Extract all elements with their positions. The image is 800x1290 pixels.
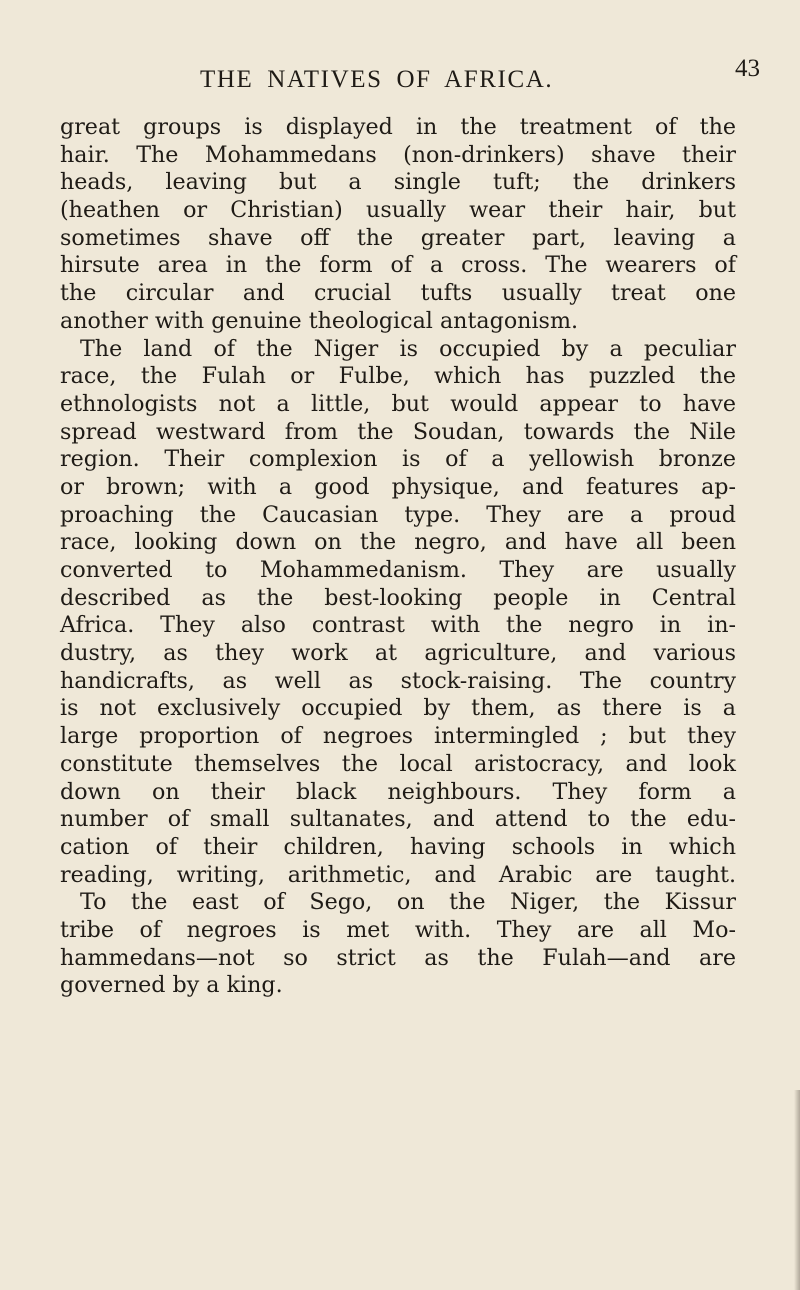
text-line: number of small sultanates, and attend to the edu- [60,806,736,833]
text-line: constitute themselves the local aristocracy, and look [60,750,736,777]
text-line: hirsute area in the form of a cross. The wearers of [60,252,736,279]
text-line: (heathen or Christian) usually wear their hair, but [60,197,736,224]
body-text [60,114,736,1000]
text-line: down on their black neighbours. They form a [60,778,736,805]
paragraph-start-line: The land of the Niger is occupied by a peculiar [80,335,736,362]
text-line: dustry, as they work at agriculture, and various [60,640,736,667]
text-line: described as the best-looking people in Central [60,584,736,611]
text-line: great groups is displayed in the treatment of the [60,114,736,140]
text-line: ethnologists not a little, but would appear to have [60,390,736,417]
text-line: proaching the Caucasian type. They are a proud [60,501,736,528]
paragraph-start-line: To the east of Sego, on the Niger, the Kissur [80,889,736,916]
text-line: another with genuine theological antagonism. [60,307,579,334]
text-line: governed by a king. [60,972,283,999]
text-line: the circular and crucial tufts usually treat one [60,280,736,307]
text-line: race, looking down on the negro, and have all been [60,529,736,556]
text-line: Africa. They also contrast with the negro in in- [60,612,736,639]
text-line: heads, leaving but a single tuft; the drinkers [60,169,736,196]
text-line: converted to Mohammedanism. They are usually [60,557,736,583]
text-line: hair. The Mohammedans (non-drinkers) shave their [60,141,736,168]
running-head: THE NATIVES OF AFRICA. [200,66,554,93]
text-line: handicrafts, as well as stock-raising. The country [60,667,736,694]
text-line: or brown; with a good physique, and features ap- [60,473,736,500]
text-line: large proportion of negroes intermingled ; but they [60,723,736,750]
text-line: tribe of negroes is met with. They are all Mo- [60,916,736,943]
text-line: is not exclusively occupied by them, as there is a [60,695,736,722]
text-line: sometimes shave off the greater part, leaving a [60,224,736,251]
text-line: cation of their children, having schools in which [60,833,736,860]
text-line: race, the Fulah or Fulbe, which has puzzled the [60,363,736,390]
page-number: 43 [735,55,760,82]
text-line: reading, writing, arithmetic, and Arabic are taught. [60,861,736,888]
page-edge-shadow [794,1090,800,1290]
text-line: spread westward from the Soudan, towards the Nile [60,418,736,445]
text-line: region. Their complexion is of a yellowish bronze [60,446,736,473]
text-line: hammedans—not so strict as the Fulah—and are [60,944,736,971]
